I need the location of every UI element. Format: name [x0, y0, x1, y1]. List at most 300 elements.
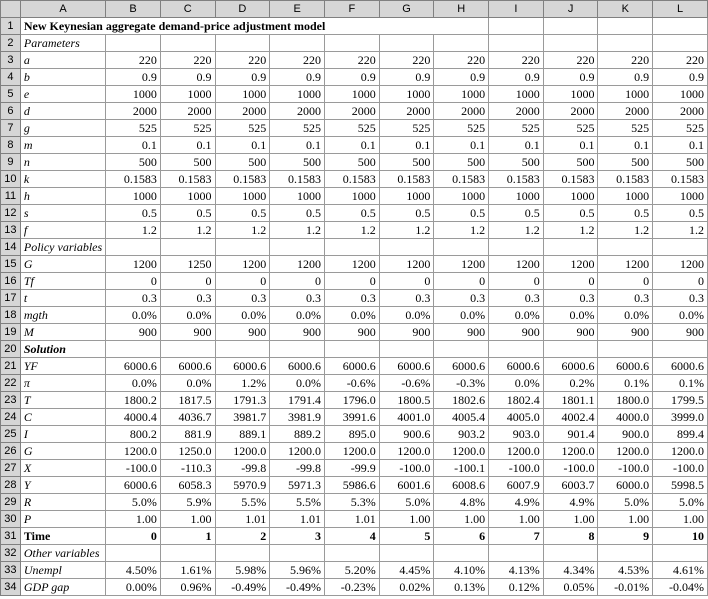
variable-label-cell[interactable]: f	[20, 222, 105, 239]
value-cell[interactable]: 500	[653, 154, 708, 171]
value-cell[interactable]: 1801.1	[543, 392, 598, 409]
value-cell[interactable]: 0.9	[653, 69, 708, 86]
value-cell[interactable]: 1.01	[215, 511, 270, 528]
value-cell[interactable]: 6000.6	[653, 358, 708, 375]
value-cell[interactable]: 6000.6	[434, 358, 489, 375]
value-cell[interactable]: 0	[215, 273, 270, 290]
section-label-cell[interactable]: Solution	[20, 341, 105, 358]
empty-cell[interactable]	[160, 545, 215, 562]
empty-cell[interactable]	[543, 545, 598, 562]
value-cell[interactable]: 1.00	[489, 511, 544, 528]
empty-cell[interactable]	[324, 341, 379, 358]
value-cell[interactable]: 901.4	[543, 426, 598, 443]
value-cell[interactable]: 4036.7	[160, 409, 215, 426]
empty-cell[interactable]	[434, 18, 489, 35]
value-cell[interactable]: 1000	[379, 188, 434, 205]
value-cell[interactable]: 1000	[324, 188, 379, 205]
variable-label-cell[interactable]: YF	[20, 358, 105, 375]
value-cell[interactable]: 881.9	[160, 426, 215, 443]
value-cell[interactable]: 0.0%	[215, 307, 270, 324]
column-header-h[interactable]: H	[434, 1, 489, 18]
variable-label-cell[interactable]: a	[20, 52, 105, 69]
empty-cell[interactable]	[434, 35, 489, 52]
value-cell[interactable]: 900	[598, 324, 653, 341]
value-cell[interactable]: 1796.0	[324, 392, 379, 409]
empty-cell[interactable]	[543, 341, 598, 358]
value-cell[interactable]: 1.00	[434, 511, 489, 528]
value-cell[interactable]: 1000	[324, 86, 379, 103]
value-cell[interactable]: 1200	[489, 256, 544, 273]
empty-cell[interactable]	[215, 35, 270, 52]
value-cell[interactable]: 0.9	[598, 69, 653, 86]
value-cell[interactable]: 6001.6	[379, 477, 434, 494]
empty-cell[interactable]	[598, 35, 653, 52]
value-cell[interactable]: 1200.0	[598, 443, 653, 460]
section-label-cell[interactable]: Other variables	[20, 545, 105, 562]
value-cell[interactable]: 220	[215, 52, 270, 69]
value-cell[interactable]: 5.5%	[215, 494, 270, 511]
row-header[interactable]: 16	[1, 273, 21, 290]
value-cell[interactable]: 500	[379, 154, 434, 171]
value-cell[interactable]: 5.98%	[215, 562, 270, 579]
value-cell[interactable]: 4.45%	[379, 562, 434, 579]
value-cell[interactable]: -0.3%	[434, 375, 489, 392]
value-cell[interactable]: 0.05%	[543, 579, 598, 596]
value-cell[interactable]: 0.9	[543, 69, 598, 86]
value-cell[interactable]: 525	[324, 120, 379, 137]
value-cell[interactable]: 6000.6	[160, 358, 215, 375]
row-header[interactable]: 6	[1, 103, 21, 120]
sheet-title-cell[interactable]: New Keynesian aggregate demand-price adjustment model	[20, 18, 434, 35]
value-cell[interactable]: 0.5	[598, 205, 653, 222]
variable-label-cell[interactable]: n	[20, 154, 105, 171]
value-cell[interactable]: 0.1	[324, 137, 379, 154]
row-header[interactable]: 2	[1, 35, 21, 52]
value-cell[interactable]: 5.0%	[653, 494, 708, 511]
value-cell[interactable]: 0.1583	[379, 171, 434, 188]
value-cell[interactable]: 1250	[160, 256, 215, 273]
empty-cell[interactable]	[543, 239, 598, 256]
value-cell[interactable]: 0.0%	[489, 375, 544, 392]
value-cell[interactable]: 900	[434, 324, 489, 341]
value-cell[interactable]: 0.5	[653, 205, 708, 222]
row-header[interactable]: 28	[1, 477, 21, 494]
value-cell[interactable]: -0.04%	[653, 579, 708, 596]
empty-cell[interactable]	[653, 35, 708, 52]
value-cell[interactable]: 0.3	[598, 290, 653, 307]
value-cell[interactable]: 6	[434, 528, 489, 545]
empty-cell[interactable]	[160, 341, 215, 358]
value-cell[interactable]: 0	[543, 273, 598, 290]
value-cell[interactable]: 0	[379, 273, 434, 290]
value-cell[interactable]: 6000.6	[106, 358, 161, 375]
value-cell[interactable]: 1200	[434, 256, 489, 273]
value-cell[interactable]: 1000	[653, 188, 708, 205]
row-header[interactable]: 33	[1, 562, 21, 579]
empty-cell[interactable]	[489, 18, 544, 35]
value-cell[interactable]: 0.5	[434, 205, 489, 222]
value-cell[interactable]: 1250.0	[160, 443, 215, 460]
value-cell[interactable]: -0.49%	[215, 579, 270, 596]
variable-label-cell[interactable]: g	[20, 120, 105, 137]
value-cell[interactable]: 0.1583	[106, 171, 161, 188]
value-cell[interactable]: 500	[598, 154, 653, 171]
value-cell[interactable]: 0.1	[379, 137, 434, 154]
value-cell[interactable]: 500	[324, 154, 379, 171]
value-cell[interactable]: 2000	[270, 103, 325, 120]
value-cell[interactable]: 525	[434, 120, 489, 137]
empty-cell[interactable]	[598, 545, 653, 562]
empty-cell[interactable]	[489, 35, 544, 52]
empty-cell[interactable]	[379, 341, 434, 358]
value-cell[interactable]: 1.2	[215, 222, 270, 239]
value-cell[interactable]: 889.2	[270, 426, 325, 443]
empty-cell[interactable]	[160, 35, 215, 52]
column-header-g[interactable]: G	[379, 1, 434, 18]
value-cell[interactable]: 0.0%	[489, 307, 544, 324]
value-cell[interactable]: 0.1583	[543, 171, 598, 188]
column-header-e[interactable]: E	[270, 1, 325, 18]
value-cell[interactable]: 2000	[543, 103, 598, 120]
value-cell[interactable]: 0.3	[543, 290, 598, 307]
value-cell[interactable]: 5.0%	[598, 494, 653, 511]
value-cell[interactable]: 0.96%	[160, 579, 215, 596]
value-cell[interactable]: 1.2	[160, 222, 215, 239]
value-cell[interactable]: 900.0	[598, 426, 653, 443]
value-cell[interactable]: 1000	[543, 188, 598, 205]
value-cell[interactable]: 4.9%	[489, 494, 544, 511]
empty-cell[interactable]	[653, 341, 708, 358]
value-cell[interactable]: 1.2	[379, 222, 434, 239]
value-cell[interactable]: -110.3	[160, 460, 215, 477]
row-header[interactable]: 14	[1, 239, 21, 256]
value-cell[interactable]: 0	[270, 273, 325, 290]
value-cell[interactable]: 0.1	[653, 137, 708, 154]
empty-cell[interactable]	[215, 341, 270, 358]
variable-label-cell[interactable]: k	[20, 171, 105, 188]
value-cell[interactable]: 0.1%	[598, 375, 653, 392]
value-cell[interactable]: 0.1583	[270, 171, 325, 188]
value-cell[interactable]: 1.2	[270, 222, 325, 239]
value-cell[interactable]: 6000.6	[543, 358, 598, 375]
empty-cell[interactable]	[270, 341, 325, 358]
row-header[interactable]: 24	[1, 409, 21, 426]
empty-cell[interactable]	[379, 545, 434, 562]
value-cell[interactable]: 4005.4	[434, 409, 489, 426]
value-cell[interactable]: 6058.3	[160, 477, 215, 494]
value-cell[interactable]: 2000	[379, 103, 434, 120]
value-cell[interactable]: 900	[653, 324, 708, 341]
row-header[interactable]: 19	[1, 324, 21, 341]
row-header[interactable]: 27	[1, 460, 21, 477]
empty-cell[interactable]	[106, 239, 161, 256]
empty-cell[interactable]	[379, 35, 434, 52]
value-cell[interactable]: 1000	[160, 86, 215, 103]
row-header[interactable]: 3	[1, 52, 21, 69]
empty-cell[interactable]	[106, 545, 161, 562]
row-header[interactable]: 10	[1, 171, 21, 188]
variable-label-cell[interactable]: Unempl	[20, 562, 105, 579]
value-cell[interactable]: 4000.0	[598, 409, 653, 426]
value-cell[interactable]: 0.1	[160, 137, 215, 154]
row-header[interactable]: 4	[1, 69, 21, 86]
value-cell[interactable]: 6000.6	[598, 358, 653, 375]
value-cell[interactable]: 1.00	[379, 511, 434, 528]
value-cell[interactable]: 6000.6	[324, 358, 379, 375]
value-cell[interactable]: 1200.0	[106, 443, 161, 460]
value-cell[interactable]: 2	[215, 528, 270, 545]
variable-label-cell[interactable]: m	[20, 137, 105, 154]
variable-label-cell[interactable]: G	[20, 443, 105, 460]
value-cell[interactable]: 220	[653, 52, 708, 69]
value-cell[interactable]: 0.3	[489, 290, 544, 307]
variable-label-cell[interactable]: π	[20, 375, 105, 392]
row-header[interactable]: 20	[1, 341, 21, 358]
value-cell[interactable]: 1.01	[324, 511, 379, 528]
variable-label-cell[interactable]: I	[20, 426, 105, 443]
row-header[interactable]: 34	[1, 579, 21, 596]
value-cell[interactable]: 525	[215, 120, 270, 137]
value-cell[interactable]: 500	[434, 154, 489, 171]
value-cell[interactable]: 0.0%	[434, 307, 489, 324]
empty-cell[interactable]	[379, 239, 434, 256]
empty-cell[interactable]	[543, 18, 598, 35]
value-cell[interactable]: 1000	[270, 188, 325, 205]
empty-cell[interactable]	[160, 239, 215, 256]
value-cell[interactable]: 525	[379, 120, 434, 137]
value-cell[interactable]: 4.13%	[489, 562, 544, 579]
value-cell[interactable]: 525	[270, 120, 325, 137]
value-cell[interactable]: 4.50%	[106, 562, 161, 579]
column-header-a[interactable]: A	[20, 1, 105, 18]
value-cell[interactable]: 5.5%	[270, 494, 325, 511]
value-cell[interactable]: 6003.7	[543, 477, 598, 494]
value-cell[interactable]: 0.3	[324, 290, 379, 307]
value-cell[interactable]: -0.49%	[270, 579, 325, 596]
value-cell[interactable]: 0.5	[543, 205, 598, 222]
value-cell[interactable]: 220	[489, 52, 544, 69]
row-header[interactable]: 11	[1, 188, 21, 205]
value-cell[interactable]: 6007.9	[489, 477, 544, 494]
value-cell[interactable]: 525	[653, 120, 708, 137]
value-cell[interactable]: 0.1	[434, 137, 489, 154]
value-cell[interactable]: 1200.0	[543, 443, 598, 460]
row-header[interactable]: 12	[1, 205, 21, 222]
value-cell[interactable]: 900	[215, 324, 270, 341]
value-cell[interactable]: 0.0%	[160, 307, 215, 324]
variable-label-cell[interactable]: e	[20, 86, 105, 103]
value-cell[interactable]: 1.00	[653, 511, 708, 528]
value-cell[interactable]: 1.61%	[160, 562, 215, 579]
value-cell[interactable]: 0.02%	[379, 579, 434, 596]
value-cell[interactable]: 0.5	[324, 205, 379, 222]
value-cell[interactable]: 1000	[434, 86, 489, 103]
value-cell[interactable]: 1.00	[160, 511, 215, 528]
value-cell[interactable]: 1000	[489, 86, 544, 103]
value-cell[interactable]: 2000	[653, 103, 708, 120]
value-cell[interactable]: -0.23%	[324, 579, 379, 596]
empty-cell[interactable]	[215, 545, 270, 562]
value-cell[interactable]: 0	[434, 273, 489, 290]
value-cell[interactable]: 0.13%	[434, 579, 489, 596]
row-header[interactable]: 5	[1, 86, 21, 103]
value-cell[interactable]: 220	[106, 52, 161, 69]
empty-cell[interactable]	[434, 341, 489, 358]
value-cell[interactable]: 900	[324, 324, 379, 341]
empty-cell[interactable]	[653, 545, 708, 562]
value-cell[interactable]: 0	[489, 273, 544, 290]
value-cell[interactable]: 1791.3	[215, 392, 270, 409]
select-all-corner[interactable]	[1, 1, 21, 18]
value-cell[interactable]: 900	[160, 324, 215, 341]
value-cell[interactable]: -99.8	[270, 460, 325, 477]
value-cell[interactable]: 1	[160, 528, 215, 545]
row-header[interactable]: 23	[1, 392, 21, 409]
row-header[interactable]: 18	[1, 307, 21, 324]
value-cell[interactable]: 4000.4	[106, 409, 161, 426]
value-cell[interactable]: 0.5	[215, 205, 270, 222]
value-cell[interactable]: 1000	[106, 86, 161, 103]
value-cell[interactable]: 0.1	[215, 137, 270, 154]
value-cell[interactable]: 2000	[324, 103, 379, 120]
empty-cell[interactable]	[324, 545, 379, 562]
value-cell[interactable]: 0.5	[489, 205, 544, 222]
value-cell[interactable]: 6000.6	[379, 358, 434, 375]
value-cell[interactable]: -0.01%	[598, 579, 653, 596]
value-cell[interactable]: 4.9%	[543, 494, 598, 511]
value-cell[interactable]: 0	[324, 273, 379, 290]
value-cell[interactable]: 525	[489, 120, 544, 137]
value-cell[interactable]: 1.01	[270, 511, 325, 528]
value-cell[interactable]: 1200.0	[324, 443, 379, 460]
value-cell[interactable]: 9	[598, 528, 653, 545]
variable-label-cell[interactable]: T	[20, 392, 105, 409]
value-cell[interactable]: -0.6%	[379, 375, 434, 392]
value-cell[interactable]: 1000	[598, 188, 653, 205]
value-cell[interactable]: 0.1	[598, 137, 653, 154]
row-header[interactable]: 31	[1, 528, 21, 545]
value-cell[interactable]: 500	[270, 154, 325, 171]
value-cell[interactable]: -100.0	[106, 460, 161, 477]
value-cell[interactable]: 525	[543, 120, 598, 137]
row-header[interactable]: 7	[1, 120, 21, 137]
column-header-j[interactable]: J	[543, 1, 598, 18]
value-cell[interactable]: 900	[106, 324, 161, 341]
value-cell[interactable]: 0.0%	[270, 375, 325, 392]
row-header[interactable]: 8	[1, 137, 21, 154]
value-cell[interactable]: 1200.0	[489, 443, 544, 460]
value-cell[interactable]: 0.3	[270, 290, 325, 307]
value-cell[interactable]: 500	[215, 154, 270, 171]
value-cell[interactable]: 1.2	[434, 222, 489, 239]
value-cell[interactable]: 1200.0	[653, 443, 708, 460]
empty-cell[interactable]	[543, 35, 598, 52]
value-cell[interactable]: 220	[324, 52, 379, 69]
value-cell[interactable]: 0.3	[106, 290, 161, 307]
value-cell[interactable]: 5	[379, 528, 434, 545]
value-cell[interactable]: 1.00	[106, 511, 161, 528]
value-cell[interactable]: 1.2	[598, 222, 653, 239]
empty-cell[interactable]	[653, 239, 708, 256]
value-cell[interactable]: 3991.6	[324, 409, 379, 426]
value-cell[interactable]: 1000	[543, 86, 598, 103]
value-cell[interactable]: 2000	[106, 103, 161, 120]
empty-cell[interactable]	[270, 35, 325, 52]
value-cell[interactable]: 0.0%	[324, 307, 379, 324]
value-cell[interactable]: 5970.9	[215, 477, 270, 494]
row-label-cell[interactable]: Time	[20, 528, 105, 545]
column-header-l[interactable]: L	[653, 1, 708, 18]
row-header[interactable]: 22	[1, 375, 21, 392]
value-cell[interactable]: 1200	[270, 256, 325, 273]
value-cell[interactable]: -100.0	[653, 460, 708, 477]
empty-cell[interactable]	[489, 545, 544, 562]
value-cell[interactable]: 1000	[653, 86, 708, 103]
value-cell[interactable]: 1200.0	[379, 443, 434, 460]
value-cell[interactable]: 0.3	[379, 290, 434, 307]
value-cell[interactable]: 1000	[160, 188, 215, 205]
value-cell[interactable]: 889.1	[215, 426, 270, 443]
value-cell[interactable]: 5.3%	[324, 494, 379, 511]
value-cell[interactable]: 0.0%	[598, 307, 653, 324]
variable-label-cell[interactable]: mgth	[20, 307, 105, 324]
value-cell[interactable]: 6000.6	[215, 358, 270, 375]
value-cell[interactable]: 0.1	[543, 137, 598, 154]
value-cell[interactable]: 1200.0	[434, 443, 489, 460]
row-header[interactable]: 29	[1, 494, 21, 511]
value-cell[interactable]: 1200	[653, 256, 708, 273]
value-cell[interactable]: 900	[379, 324, 434, 341]
value-cell[interactable]: -0.6%	[324, 375, 379, 392]
value-cell[interactable]: 4.53%	[598, 562, 653, 579]
value-cell[interactable]: 900	[270, 324, 325, 341]
value-cell[interactable]: -100.0	[489, 460, 544, 477]
value-cell[interactable]: 0.9	[489, 69, 544, 86]
value-cell[interactable]: 1799.5	[653, 392, 708, 409]
value-cell[interactable]: 1200	[598, 256, 653, 273]
value-cell[interactable]: 1800.0	[598, 392, 653, 409]
value-cell[interactable]: -100.0	[598, 460, 653, 477]
value-cell[interactable]: 0.9	[215, 69, 270, 86]
row-header[interactable]: 32	[1, 545, 21, 562]
value-cell[interactable]: 4.10%	[434, 562, 489, 579]
value-cell[interactable]: 4001.0	[379, 409, 434, 426]
column-header-c[interactable]: C	[160, 1, 215, 18]
value-cell[interactable]: 5.0%	[106, 494, 161, 511]
value-cell[interactable]: 1791.4	[270, 392, 325, 409]
value-cell[interactable]: 0.0%	[106, 375, 161, 392]
empty-cell[interactable]	[270, 545, 325, 562]
value-cell[interactable]: 1.2	[543, 222, 598, 239]
value-cell[interactable]: 1.2	[653, 222, 708, 239]
value-cell[interactable]: 0	[598, 273, 653, 290]
value-cell[interactable]: 0.1583	[653, 171, 708, 188]
value-cell[interactable]: 0.5	[270, 205, 325, 222]
value-cell[interactable]: 0.3	[653, 290, 708, 307]
value-cell[interactable]: 900	[543, 324, 598, 341]
empty-cell[interactable]	[489, 341, 544, 358]
value-cell[interactable]: 1000	[434, 188, 489, 205]
value-cell[interactable]: 0.3	[160, 290, 215, 307]
value-cell[interactable]: 0.1	[270, 137, 325, 154]
row-header[interactable]: 21	[1, 358, 21, 375]
empty-cell[interactable]	[598, 18, 653, 35]
column-header-d[interactable]: D	[215, 1, 270, 18]
value-cell[interactable]: 5.9%	[160, 494, 215, 511]
row-header[interactable]: 30	[1, 511, 21, 528]
value-cell[interactable]: 1.2	[106, 222, 161, 239]
value-cell[interactable]: 4.8%	[434, 494, 489, 511]
